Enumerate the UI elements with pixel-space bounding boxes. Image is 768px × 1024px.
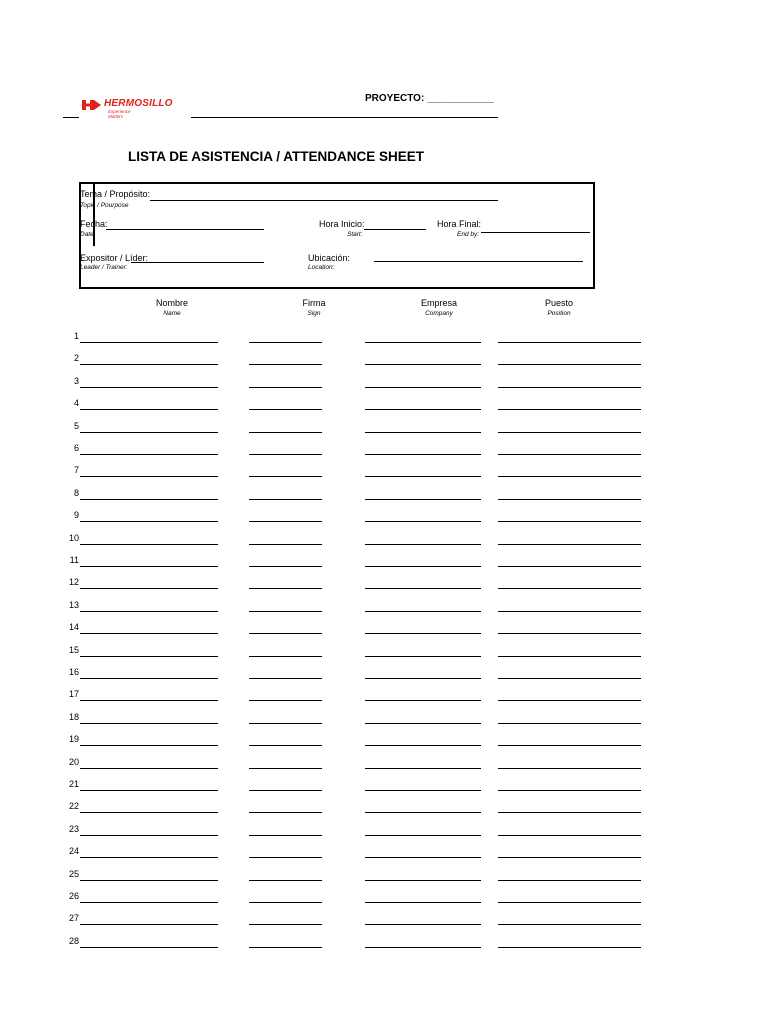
- name-line[interactable]: [80, 342, 218, 343]
- column-label: Empresa: [420, 298, 457, 308]
- position-line[interactable]: [498, 857, 641, 858]
- sign-line[interactable]: [249, 656, 322, 657]
- name-line[interactable]: [80, 678, 218, 679]
- column-header-sign: [264, 298, 364, 317]
- topic-label: Tema / Propósito:: [80, 189, 151, 199]
- sign-line[interactable]: [249, 812, 322, 813]
- topic-sublabel: Topic / Pourpose: [80, 202, 129, 209]
- company-line[interactable]: [365, 768, 481, 769]
- row-number: 8: [73, 487, 79, 498]
- row-number: 15: [68, 644, 79, 655]
- name-line[interactable]: [80, 790, 218, 791]
- column-header-name: [122, 298, 222, 317]
- name-line[interactable]: [80, 902, 218, 903]
- sign-line[interactable]: [249, 902, 322, 903]
- company-line[interactable]: [365, 588, 481, 589]
- name-line[interactable]: [80, 633, 218, 634]
- position-line[interactable]: [498, 454, 641, 455]
- row-number: 27: [68, 913, 79, 924]
- sign-line[interactable]: [249, 387, 322, 388]
- column-label: Nombre: [155, 298, 188, 308]
- name-line[interactable]: [80, 857, 218, 858]
- company-line[interactable]: [365, 409, 481, 410]
- name-line[interactable]: [80, 700, 218, 701]
- company-line[interactable]: [365, 700, 481, 701]
- location-label: Ubicación:: [308, 253, 351, 263]
- row-number: 2: [73, 353, 79, 364]
- row-number: 18: [68, 711, 79, 722]
- position-line[interactable]: [498, 633, 641, 634]
- sign-line[interactable]: [249, 723, 322, 724]
- header-rule-left: [63, 117, 79, 118]
- end-input[interactable]: [481, 232, 590, 233]
- sign-line[interactable]: [249, 432, 322, 433]
- date-sublabel: Date: [80, 231, 94, 238]
- sign-line[interactable]: [249, 745, 322, 746]
- logo-tagline: Experience Matters: [108, 109, 131, 119]
- name-line[interactable]: [80, 656, 218, 657]
- company-line[interactable]: [365, 342, 481, 343]
- name-line[interactable]: [80, 745, 218, 746]
- name-line[interactable]: [80, 409, 218, 410]
- company-line[interactable]: [365, 566, 481, 567]
- row-number: 22: [68, 801, 79, 812]
- row-number: 23: [68, 823, 79, 834]
- row-number: 24: [68, 846, 79, 857]
- company-line[interactable]: [365, 947, 481, 948]
- column-label: Puesto: [544, 298, 574, 308]
- location-input[interactable]: [374, 261, 583, 262]
- sign-line[interactable]: [249, 566, 322, 567]
- company-line[interactable]: [365, 454, 481, 455]
- position-line[interactable]: [498, 476, 641, 477]
- sign-line[interactable]: [249, 678, 322, 679]
- sign-line[interactable]: [249, 342, 322, 343]
- position-line[interactable]: [498, 432, 641, 433]
- column-sublabel: Position: [547, 310, 571, 317]
- column-sublabel: Company: [425, 310, 453, 317]
- sign-line[interactable]: [249, 700, 322, 701]
- name-line[interactable]: [80, 521, 218, 522]
- name-line[interactable]: [80, 947, 218, 948]
- company-line[interactable]: [365, 857, 481, 858]
- row-number: 14: [68, 622, 79, 633]
- start-label: Hora Inicio:: [319, 219, 365, 229]
- sign-line[interactable]: [249, 544, 322, 545]
- company-line[interactable]: [365, 924, 481, 925]
- row-number: 13: [68, 599, 79, 610]
- company-line[interactable]: [365, 476, 481, 477]
- position-line[interactable]: [498, 947, 641, 948]
- name-line[interactable]: [80, 880, 218, 881]
- position-line[interactable]: [498, 723, 641, 724]
- company-line[interactable]: [365, 723, 481, 724]
- leader-input[interactable]: [131, 262, 264, 263]
- sign-line[interactable]: [249, 521, 322, 522]
- name-line[interactable]: [80, 611, 218, 612]
- company-line[interactable]: [365, 812, 481, 813]
- column-sublabel: Sign: [307, 310, 321, 317]
- company-line[interactable]: [365, 656, 481, 657]
- sign-line[interactable]: [249, 835, 322, 836]
- start-input[interactable]: [364, 229, 426, 230]
- company-line[interactable]: [365, 611, 481, 612]
- position-line[interactable]: [498, 790, 641, 791]
- column-label: Firma: [302, 298, 326, 308]
- row-number: 26: [68, 891, 79, 901]
- project-field: [365, 93, 494, 104]
- name-line[interactable]: [80, 476, 218, 477]
- sign-line[interactable]: [249, 611, 322, 612]
- row-number: 20: [68, 756, 79, 767]
- position-line[interactable]: [498, 924, 641, 925]
- company-line[interactable]: [365, 364, 481, 365]
- row-number: 19: [68, 734, 79, 745]
- position-line[interactable]: [498, 678, 641, 679]
- column-header-position: [509, 298, 609, 317]
- end-label: Hora Final:: [437, 219, 482, 229]
- row-number: 3: [73, 375, 79, 386]
- project-label: PROYECTO:: [365, 93, 425, 104]
- company-line[interactable]: [365, 835, 481, 836]
- project-value[interactable]: ____________: [427, 93, 494, 104]
- company-line[interactable]: [365, 880, 481, 881]
- position-line[interactable]: [498, 342, 641, 343]
- position-line[interactable]: [498, 588, 641, 589]
- row-number: 5: [73, 420, 79, 431]
- row-number: 25: [68, 868, 79, 879]
- name-line[interactable]: [80, 588, 218, 589]
- position-line[interactable]: [498, 880, 641, 881]
- name-line[interactable]: [80, 387, 218, 388]
- position-line[interactable]: [498, 521, 641, 522]
- sign-line[interactable]: [249, 454, 322, 455]
- company-line[interactable]: [365, 387, 481, 388]
- name-line[interactable]: [80, 812, 218, 813]
- position-line[interactable]: [498, 902, 641, 903]
- position-line[interactable]: [498, 364, 641, 365]
- column-header-company: [389, 298, 489, 317]
- position-line[interactable]: [498, 611, 641, 612]
- row-number: 16: [68, 667, 79, 677]
- company-line[interactable]: [365, 499, 481, 500]
- sign-line[interactable]: [249, 476, 322, 477]
- start-sublabel: Start:: [347, 231, 363, 238]
- sign-line[interactable]: [249, 633, 322, 634]
- company-line[interactable]: [365, 678, 481, 679]
- position-line[interactable]: [498, 387, 641, 388]
- position-line[interactable]: [498, 745, 641, 746]
- row-number: 4: [73, 398, 79, 409]
- company-line[interactable]: [365, 633, 481, 634]
- sign-line[interactable]: [249, 768, 322, 769]
- info-box: [79, 182, 595, 289]
- row-number: 7: [73, 465, 79, 476]
- position-line[interactable]: [498, 544, 641, 545]
- sign-line[interactable]: [249, 588, 322, 589]
- row-number: 1: [73, 331, 79, 341]
- end-sublabel: End by:: [457, 231, 480, 238]
- company-line[interactable]: [365, 745, 481, 746]
- name-line[interactable]: [80, 723, 218, 724]
- row-number: 9: [73, 510, 79, 521]
- row-number: 12: [68, 577, 79, 588]
- page-title: LISTA DE ASISTENCIA / ATTENDANCE SHEET: [128, 149, 425, 164]
- sign-line[interactable]: [249, 499, 322, 500]
- row-number: 6: [73, 443, 79, 453]
- position-line[interactable]: [498, 499, 641, 500]
- sign-line[interactable]: [249, 947, 322, 948]
- sign-line[interactable]: [249, 409, 322, 410]
- position-line[interactable]: [498, 768, 641, 769]
- position-line[interactable]: [498, 812, 641, 813]
- name-line[interactable]: [80, 544, 218, 545]
- sign-line[interactable]: [249, 790, 322, 791]
- position-line[interactable]: [498, 835, 641, 836]
- name-line[interactable]: [80, 566, 218, 567]
- sign-line[interactable]: [249, 924, 322, 925]
- sign-line[interactable]: [249, 880, 322, 881]
- row-number: 21: [68, 779, 79, 789]
- name-line[interactable]: [80, 768, 218, 769]
- company-line[interactable]: [365, 432, 481, 433]
- company-line[interactable]: [365, 790, 481, 791]
- position-line[interactable]: [498, 700, 641, 701]
- position-line[interactable]: [498, 656, 641, 657]
- company-line[interactable]: [365, 521, 481, 522]
- position-line[interactable]: [498, 566, 641, 567]
- logo-name: HERMOSILLO: [104, 98, 173, 109]
- row-number: 28: [68, 935, 79, 946]
- date-input[interactable]: [106, 229, 264, 230]
- date-label: Fecha:: [80, 219, 108, 229]
- sign-line[interactable]: [249, 364, 322, 365]
- leader-label: Expositor / Líder:: [80, 253, 149, 263]
- name-line[interactable]: [80, 364, 218, 365]
- row-number: 11: [69, 555, 79, 565]
- name-line[interactable]: [80, 835, 218, 836]
- location-sublabel: Location:: [308, 264, 335, 271]
- name-line[interactable]: [80, 924, 218, 925]
- company-line[interactable]: [365, 902, 481, 903]
- name-line[interactable]: [80, 454, 218, 455]
- topic-input[interactable]: [150, 200, 498, 201]
- logo-mark-icon: [82, 99, 102, 111]
- row-number: 17: [68, 689, 79, 700]
- sign-line[interactable]: [249, 857, 322, 858]
- company-line[interactable]: [365, 544, 481, 545]
- name-line[interactable]: [80, 432, 218, 433]
- position-line[interactable]: [498, 409, 641, 410]
- column-sublabel: Name: [163, 310, 181, 317]
- leader-sublabel: Leader / Trainer:: [80, 264, 128, 271]
- header-rule: [191, 117, 498, 118]
- name-line[interactable]: [80, 499, 218, 500]
- row-number: 10: [68, 532, 79, 543]
